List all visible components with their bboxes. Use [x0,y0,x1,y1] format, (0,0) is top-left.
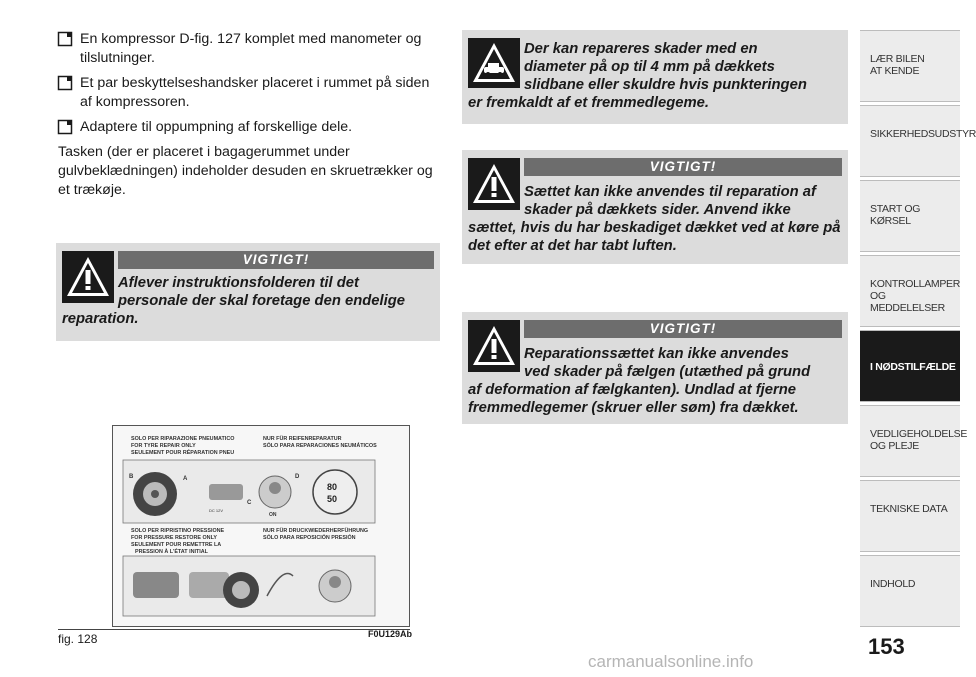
checkbox-bullet-icon [58,120,73,135]
checkbox-bullet-icon [58,32,73,47]
bullet-item [58,118,443,137]
warning-box-left [56,243,440,341]
figure-caption: fig. 128 [58,632,98,646]
bullet-item [58,74,443,112]
body-paragraph: Tasken (der er placeret i bagagerummet under gulvbeklædningen) indeholder desuden en skruetrækker og et trækøje. [58,144,433,198]
figure-label-text: B [129,474,134,480]
figure-label-text: C [247,500,252,506]
tab-tekniske-data[interactable]: TEKNISKE DATA [860,480,960,552]
figure-label-text: DC 12V [209,508,224,513]
warning-heading: VIGTIGT! [524,320,842,338]
warning-text: Reparationssættet kan ikke anvendes ved skader på fælgen (utæthed på grund af deformation af fælgkanten). Undlad at fjerne fremmedlegemer (skruer eller søm) fra dækket. [468,346,811,416]
bullet-item [58,30,443,68]
warning-text: Der kan repareres skader med en diameter på op til 4 mm på dækkets slidbane eller skuldre hvis punkteringen er fremkaldt af et fremmedlegeme. [468,41,807,111]
figure-label-text: SÓLO PARA REPARACIONES NEUMÁTICOS [263,443,377,449]
figure-label-text: SOLO PER RIPRISTINO PRESSIONE [131,528,225,534]
figure-label-text: ON [269,512,277,518]
figure-label-text: D [295,474,300,480]
figure-divider [58,629,410,630]
tab-vedligeholdelse[interactable]: VEDLIGEHOLDELSE OG PLEJE [860,405,960,477]
figure-label-text: SEULEMENT POUR RÉPARATION PNEU [131,450,235,456]
tab-sikkerhedsudstyr[interactable]: SIKKERHEDSUDSTYR [860,105,960,177]
figure-label-text: FOR PRESSURE RESTORE ONLY [131,535,217,541]
figure-label-text: NUR FÜR DRUCKWIEDERHERFÜHRUNG [263,528,369,534]
instruction-label-figure [112,425,410,627]
figure-label-text: SÓLO PARA REPOSICIÓN PRESIÓN [263,535,356,541]
page-number: 153 [868,634,905,659]
figure-label-text: FOR TYRE REPAIR ONLY [131,443,196,449]
figure-label-text: A [183,476,188,482]
tab-kontrollamper[interactable]: KONTROLLAMPER OG MEDDELELSER [860,255,960,327]
warning-heading: VIGTIGT! [118,251,434,269]
warning-box-top-right [462,30,848,124]
figure-label-text: NUR FÜR REIFENREPARATUR [263,436,342,442]
warning-box-bottom-right [462,312,848,424]
figure-code: F0U129Ab [368,629,413,639]
left-column [58,30,443,200]
warning-text: Aflever instruktionsfolderen til det personale der skal foretage den endelige reparation. [62,275,405,327]
checkbox-bullet-icon [58,76,73,91]
tab-laer-bilen[interactable]: LÆR BILEN AT KENDE [860,30,960,102]
bullet-text: Adaptere til oppumpning af forskellige dele. [80,119,353,135]
warning-text: Sættet kan ikke anvendes til reparation af skader på dækkets sider. Anvend ikke sættet, hvis du har beskadiget dækket ved at køre på det efter at det har tabt luften. [468,184,841,254]
tab-i-noedstilfaelde[interactable]: I NØDSTILFÆLDE [860,330,960,402]
figure-label-text: SOLO PER RIPARAZIONE PNEUMATICO [131,436,235,442]
tab-start-og-koersel[interactable]: START OG KØRSEL [860,180,960,252]
figure-label-text: PRESSION À L'ÉTAT INITIAL [135,549,208,555]
tab-indhold[interactable]: INDHOLD [860,555,960,627]
figure-label-text: 50 [327,494,338,504]
bullet-text: Et par beskyttelseshandsker placeret i rummet på siden af kompressoren. [80,75,430,110]
figure-label-text: SEULEMENT POUR REMETTRE LA [131,542,222,548]
bullet-text: En kompressor D-fig. 127 komplet med manometer og tilslutninger. [80,31,422,66]
figure-label-text: 80 [327,482,338,492]
warning-box-mid-right [462,150,848,264]
watermark: carmanualsonline.info [588,652,754,671]
warning-heading: VIGTIGT! [524,158,842,176]
